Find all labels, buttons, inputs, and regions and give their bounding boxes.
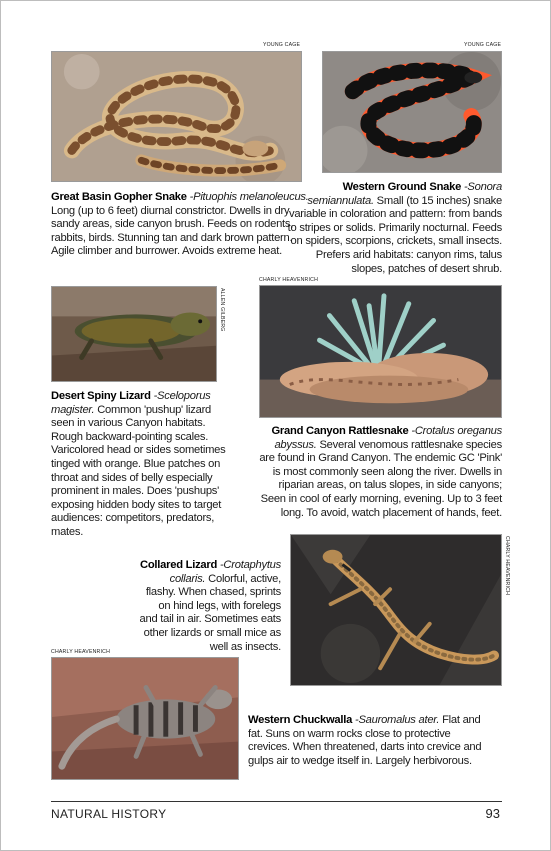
collared-lizard-photo <box>290 534 502 686</box>
scientific-name-chuckwalla: -Sauromalus ater. <box>354 714 440 726</box>
caption-collared-lizard <box>139 559 281 654</box>
section-title: NATURAL HISTORY <box>51 807 167 821</box>
caption-chuckwalla <box>248 714 488 768</box>
photo-credit-collared: CHARLY HEAVENRICH <box>504 536 510 596</box>
description-gopher: Long (up to 6 feet) diurnal constrictor. Dwells in dry sandy areas, side canyon brush. Feeds on rodents, rabbits, birds. Stunning tan and dark brown pattern. Agile climber and burrower. Avoids extreme heat. <box>51 204 294 258</box>
species-name-rattlesnake: Grand Canyon Rattlesnake <box>271 425 409 437</box>
scientific-name-ground: -Sonora semiannulata. <box>307 181 502 207</box>
species-name-gopher: Great Basin Gopher Snake <box>51 191 187 203</box>
caption-rattlesnake <box>257 425 502 520</box>
rattlesnake-photo <box>259 285 502 418</box>
photo-credit-rattlesnake: CHARLY HEAVENRICH <box>259 277 319 283</box>
scientific-name-rattlesnake: -Crotalus oreganus abyssus. <box>274 425 502 451</box>
species-name-spiny: Desert Spiny Lizard <box>51 390 151 402</box>
species-name-ground: Western Ground Snake <box>342 181 462 193</box>
photo-credit-chuckwalla: CHARLY HEAVENRICH <box>51 649 111 655</box>
scientific-name-spiny: -Sceloporus magister. <box>51 390 211 416</box>
description-chuckwalla: Flat and fat. Suns on warm rocks close to protective crevices. When threatened, darts into crevice and gulps air to wedge itself in. Largely herbivorous. <box>248 714 482 767</box>
caption-ground-snake <box>287 181 502 276</box>
caption-spiny-lizard <box>51 390 231 540</box>
chuckwalla-photo <box>51 657 239 780</box>
caption-gopher-snake <box>51 191 309 259</box>
ground-snake-photo <box>322 51 502 173</box>
photo-credit-gopher: YOUNG CAGE <box>263 42 301 48</box>
photo-credit-spiny: ALLEN GILBERG <box>219 288 225 332</box>
description-rattlesnake: Several venomous rattlesnake species are found in Grand Canyon. The endemic GC 'Pink' is most commonly seen along the river. Dwells in riparian areas, on talus slopes, in side canyons; Seen in cool of early morning, evening. Up to 3 feet long. To avoid, watch placement of hands, feet. <box>259 438 502 519</box>
photo-credit-ground: YOUNG CAGE <box>464 42 502 48</box>
description-spiny: Common 'pushup' lizard seen in various Canyon habitats. Rough backward-pointing scales. Varicolored head or sides sometimes tinged with orange. Blue patches on throat and sides of belly especially prominent in males. Does 'pushups' exposing hidden body sites to target audiences: competitors, predators, mates. <box>51 403 226 538</box>
species-name-collared: Collared Lizard <box>140 559 218 571</box>
description-ground: Small (to 15 inches) snake variable in coloration and pattern: from bands to stripes or solids. Primarily nocturnal. Feeds on spiders, scorpions, crickets, small insects. Prefers arid habitats: canyon rims, talus slopes, patches of desert shrub. <box>287 194 502 275</box>
footer-rule <box>51 801 502 802</box>
scientific-name-gopher: -Pituophis melanoleucus. <box>189 191 309 203</box>
description-collared: Colorful, active, flashy. When chased, sprints on hind legs, with forelegs and tail in air. Sometimes eats other lizards or small mice as well as insects. <box>139 572 281 653</box>
gopher-snake-photo <box>51 51 302 182</box>
scientific-name-collared: -Crotaphytus collaris. <box>169 559 281 585</box>
page-number: 93 <box>485 806 500 821</box>
spiny-lizard-photo <box>51 286 217 382</box>
species-name-chuckwalla: Western Chuckwalla <box>248 714 353 726</box>
